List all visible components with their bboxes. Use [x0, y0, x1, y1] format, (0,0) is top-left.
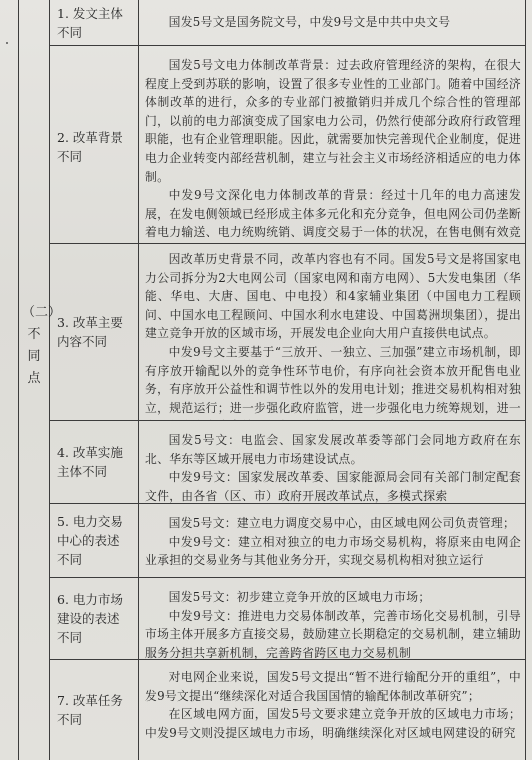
- row-content-main-content: 因改革历史背景不同，改革内容也有不同。国发5号文是将国家电力公司拆分为2大电网公司（国家电网和南方电网）、5大发电集团（华能、华电、大唐、国电、中电投）和4家辅业集团（中国电力工程顾问、中国水电工程顾问、中国水利水电建设、中国葛洲坝集团），提出建立竞争开放的区域市场，开展发电企业向大用户直接供电试点。 中发9号文主要基于“三放开、一独立、三加强”建立市场机制，即有序放开输配以外的竞争性环节电价，有序向社会资本放开配售电业务，有序放开公益性和调节性以外的发用电计划；推进交易机构相对独立，规范运行；进一步强化政府监管，进一步强化电力统筹规划，进一: [145, 252, 521, 415]
- table-row: [49, 504, 525, 578]
- section-label-char: 同: [27, 349, 41, 364]
- row-content-implementer: 国发5号文：电监会、国家发展改革委等部门会同地方政府在东北、华东等区域开展电力市场建设试点。 中发9号文：国家发展改革委、国家能源局会同有关部门制定配套文件，由各省（区、市）政府开展改革试点，多模式探索: [145, 433, 521, 503]
- table-row: [49, 46, 525, 244]
- row-content-issuer: 国发5号文是国务院文号，中发9号文是中共中央文号: [168, 15, 451, 30]
- section-label-number: （二）: [22, 305, 62, 320]
- row-label-main-content: 3. 改革主要 内容不同: [49, 244, 139, 420]
- margin-mark: [6, 42, 8, 44]
- table-row: [49, 421, 525, 504]
- table-row: [49, 578, 525, 660]
- row-label-issuer: 1. 发文主体 不同: [49, 0, 139, 45]
- table-row: [49, 244, 525, 421]
- table-row: [49, 660, 525, 760]
- section-column: [19, 0, 62, 760]
- section-label: [22, 302, 62, 390]
- row-content-market-building: 国发5号文：初步建立竞争开放的区域电力市场； 中发9号文：推进电力交易体制改革，完善市场化交易机制，引导市场主体开展多方直接交易，鼓励建立长期稳定的交易机制，建立辅助服务分担共享新机制，完善跨省跨区电力交易机制: [145, 590, 521, 659]
- row-label-reform-tasks: 7. 改革任务 不同: [49, 660, 139, 760]
- section-label-char: 不: [27, 327, 41, 342]
- section-label-char: 点: [27, 371, 41, 386]
- row-label-trading-center: 5. 电力交易 中心的表述 不同: [49, 504, 139, 577]
- row-content-trading-center: 国发5号文：建立电力调度交易中心，由区域电网公司负责管理； 中发9号文：建立相对独立的电力市场交易机构，将原来由电网企业承担的交易业务与其他业务分开，实现交易机构相对独立运行: [145, 516, 521, 568]
- row-label-implementer: 4. 改革实施 主体不同: [49, 421, 139, 503]
- table-row: [49, 0, 525, 46]
- row-content-reform-tasks: 对电网企业来说，国发5号文提出“暂不进行输配分开的重组”，中发9号文提出“继续深化对适合我国国情的输配体制改革研究”； 在区域电网方面，国发5号文要求建立竞争开放的区域电力市场；中发9号文则没提区域电力市场，明确继续深化对区域电网建设的研究: [145, 670, 521, 740]
- row-label-market-building: 6. 电力市场 建设的表述 不同: [49, 578, 139, 659]
- comparison-table: [18, 0, 526, 760]
- row-content-background: 国发5号文电力体制改革背景：过去政府管理经济的架构，在很大程度上受到苏联的影响，设置了很多专业性的工业部门。随着中国经济体制改革的进行，众多的专业部门被撤销归并成几个综合性的管理部门，以前的电力部演变成了国家电力公司，仍然行使部分政府行政管理职能，也有企业管理职能。因此，就需要加快完善现代企业制度，促进电力企业转变内部经营机制，建立与社会主义市场经济相适应的电力体制。 中发9号文深化电力体制改革的背景：经过十几年的电力高速发展，在发电侧领域已经形成主体多元化和充分竞争，但电网公司仍垄断着电力输送、电力统购统销、调度交易于一体的状况，在售电侧有效竞: [145, 58, 521, 240]
- row-label-background: 2. 改革背景 不同: [49, 46, 139, 243]
